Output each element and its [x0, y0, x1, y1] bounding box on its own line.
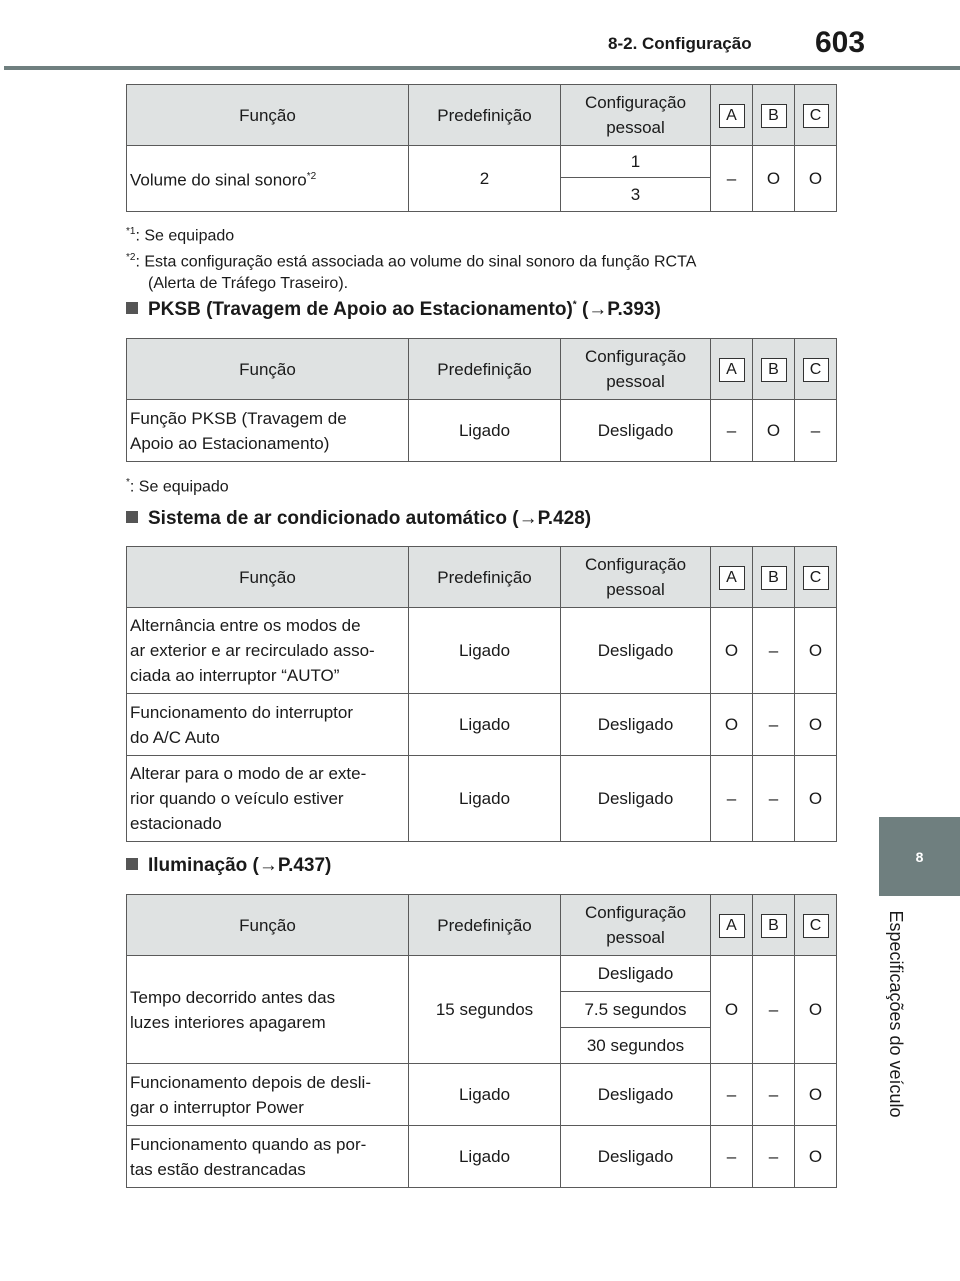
a-cell: –	[711, 1126, 753, 1188]
c-cell: –	[795, 400, 837, 462]
table-row	[127, 956, 837, 992]
config-cell: 7.5 segundos	[561, 992, 711, 1028]
c-cell: O	[795, 1064, 837, 1126]
col-configuracao: Configuração pessoal	[561, 895, 711, 956]
col-configuracao: Configuração pessoal	[561, 339, 711, 400]
col-configuracao: Configuração pessoal	[561, 547, 711, 608]
c-cell: O	[795, 956, 837, 1064]
b-cell: –	[753, 1126, 795, 1188]
b-cell: O	[753, 146, 795, 212]
col-a: A	[711, 85, 753, 146]
default-cell: Ligado	[409, 608, 561, 694]
table-row	[127, 608, 837, 694]
default-cell: Ligado	[409, 1064, 561, 1126]
table-header-row	[127, 85, 837, 146]
page-header	[0, 0, 960, 70]
c-cell: O	[795, 146, 837, 212]
col-a: A	[711, 547, 753, 608]
col-b: B	[753, 895, 795, 956]
table-ac	[126, 546, 837, 842]
chapter-tab	[879, 817, 960, 896]
table-header-row	[127, 339, 837, 400]
default-cell: Ligado	[409, 756, 561, 842]
header-divider	[4, 66, 960, 70]
a-cell: –	[711, 146, 753, 212]
b-cell: –	[753, 956, 795, 1064]
function-cell: Função PKSB (Travagem de Apoio ao Estacionamento)	[127, 400, 409, 462]
c-cell: O	[795, 1126, 837, 1188]
config-cell: 30 segundos	[561, 1028, 711, 1064]
a-cell: –	[711, 1064, 753, 1126]
heading-pksb: PKSB (Travagem de Apoio ao Estacionamento)* (→P.393)	[126, 299, 661, 321]
table-pksb	[126, 338, 837, 462]
table-row	[127, 1126, 837, 1188]
col-funcao: Função	[127, 339, 409, 400]
b-cell: –	[753, 1064, 795, 1126]
col-a: A	[711, 895, 753, 956]
a-cell: O	[711, 956, 753, 1064]
table-row	[127, 1064, 837, 1126]
footnote-1: $^{*1}$: Se equipado	[126, 226, 235, 245]
col-b: B	[753, 85, 795, 146]
col-funcao: Função	[127, 547, 409, 608]
col-b: B	[753, 339, 795, 400]
col-predefinicao: Predefinição	[409, 547, 561, 608]
a-cell: –	[711, 756, 753, 842]
table-header-row	[127, 547, 837, 608]
function-cell: Alterar para o modo de ar exte- rior quando o veículo estiver estacionado	[127, 756, 409, 842]
config-cell: Desligado	[561, 694, 711, 756]
col-predefinicao: Predefinição	[409, 895, 561, 956]
c-cell: O	[795, 756, 837, 842]
config-cell: Desligado	[561, 756, 711, 842]
b-cell: –	[753, 756, 795, 842]
config-cell: Desligado	[561, 608, 711, 694]
function-cell: Tempo decorrido antes das luzes interiores apagarem	[127, 956, 409, 1064]
col-funcao: Função	[127, 85, 409, 146]
col-b: B	[753, 547, 795, 608]
function-cell: Funcionamento depois de desli- gar o interruptor Power	[127, 1064, 409, 1126]
table-row	[127, 400, 837, 462]
col-configuracao: Configuração pessoal	[561, 85, 711, 146]
default-cell: 15 segundos	[409, 956, 561, 1064]
chapter-label: Especificações do veículo	[886, 910, 906, 1118]
b-cell: –	[753, 694, 795, 756]
col-c: C	[795, 895, 837, 956]
col-c: C	[795, 547, 837, 608]
config-cell: Desligado	[561, 956, 711, 992]
heading-ac: Sistema de ar condicionado automático (→P.428)	[126, 508, 591, 530]
col-a: A	[711, 339, 753, 400]
config-cell: Desligado	[561, 1126, 711, 1188]
a-cell: –	[711, 400, 753, 462]
col-predefinicao: Predefinição	[409, 339, 561, 400]
table-row	[127, 694, 837, 756]
a-cell: O	[711, 608, 753, 694]
col-c: C	[795, 85, 837, 146]
function-cell: Funcionamento do interruptor do A/C Auto	[127, 694, 409, 756]
a-cell: O	[711, 694, 753, 756]
page-number: 603	[815, 26, 866, 59]
function-cell: Volume do sinal sonoro$^{*2}$	[127, 146, 409, 212]
function-cell: Funcionamento quando as por- tas estão destrancadas	[127, 1126, 409, 1188]
default-cell: Ligado	[409, 1126, 561, 1188]
table-row	[127, 146, 837, 178]
col-predefinicao: Predefinição	[409, 85, 561, 146]
config-cell: Desligado	[561, 400, 711, 462]
footnote-2: $^{*2}$: Esta configuração está associada ao volume do sinal sonoro da função RCTA (Alerta de Tráfego Traseiro).	[126, 252, 697, 293]
chapter-number: 8	[915, 848, 924, 865]
section-title: 8-2. Configuração	[608, 34, 752, 53]
default-cell: Ligado	[409, 694, 561, 756]
col-funcao: Função	[127, 895, 409, 956]
default-cell: Ligado	[409, 400, 561, 462]
table-lighting	[126, 894, 837, 1188]
heading-lighting: Iluminação (→P.437)	[126, 855, 331, 877]
c-cell: O	[795, 608, 837, 694]
c-cell: O	[795, 694, 837, 756]
table-header-row	[127, 895, 837, 956]
config-cell: 1	[561, 146, 711, 178]
function-cell: Alternância entre os modos de ar exterior e ar recirculado asso- ciada ao interruptor “AUTO”	[127, 608, 409, 694]
config-cell: Desligado	[561, 1064, 711, 1126]
col-c: C	[795, 339, 837, 400]
config-cell: 3	[561, 178, 711, 212]
table-row	[127, 756, 837, 842]
table-sound-volume	[126, 84, 837, 212]
default-cell: 2	[409, 146, 561, 212]
b-cell: O	[753, 400, 795, 462]
b-cell: –	[753, 608, 795, 694]
footnote-pksb: *: Se equipado	[126, 477, 229, 496]
